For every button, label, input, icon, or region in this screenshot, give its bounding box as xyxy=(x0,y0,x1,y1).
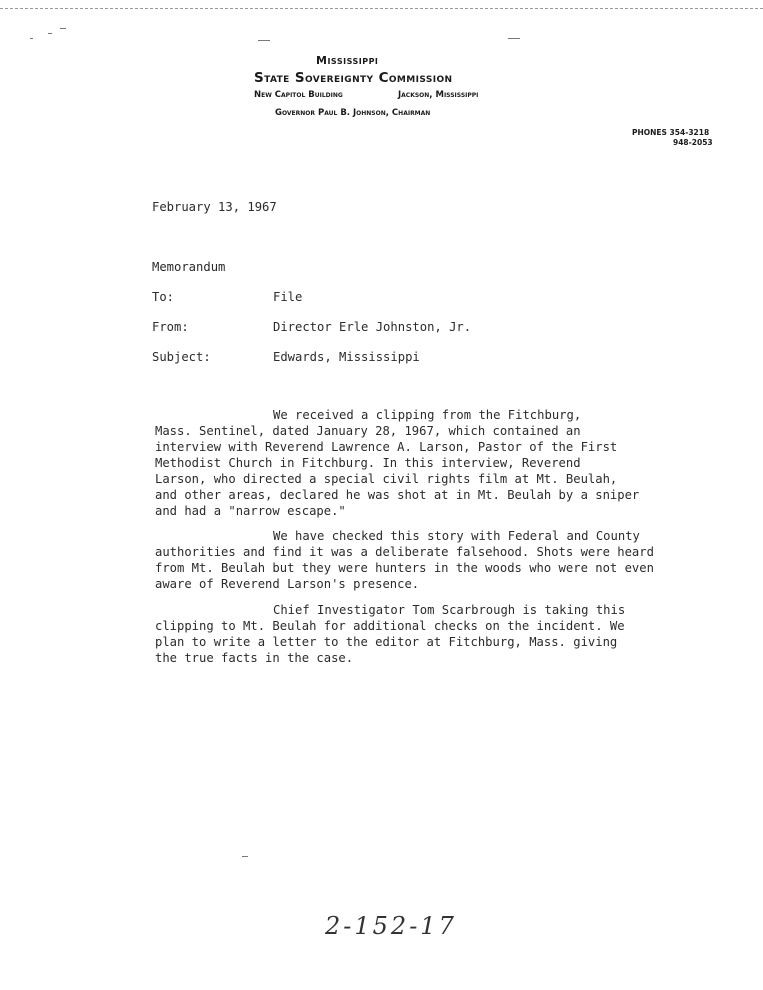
letterhead-phones-second: 948-2053 xyxy=(673,138,713,147)
scan-speck xyxy=(242,856,248,857)
letterhead-state: Mississippi xyxy=(316,54,379,67)
page-top-edge xyxy=(0,0,763,9)
to-label: To: xyxy=(152,290,175,304)
scan-speck xyxy=(30,38,33,39)
memo-date: February 13, 1967 xyxy=(152,200,277,214)
body-line: Chief Investigator Tom Scarbrough is taking this xyxy=(273,603,626,617)
subject-label: Subject: xyxy=(152,350,211,364)
body-line: from Mt. Beulah but they were hunters in the woods who were not even xyxy=(155,561,654,575)
body-line: aware of Reverend Larson's presence. xyxy=(155,577,420,591)
letterhead-phones: PHONES 354-3218 xyxy=(632,128,710,137)
handwritten-file-number: 2-152-17 xyxy=(325,912,457,940)
body-line: and other areas, declared he was shot at in Mt. Beulah by a sniper xyxy=(155,488,640,502)
body-line: Larson, who directed a special civil rights film at Mt. Beulah, xyxy=(155,472,618,486)
from-value: Director Erle Johnston, Jr. xyxy=(273,320,472,334)
body-line: plan to write a letter to the editor at Fitchburg, Mass. giving xyxy=(155,635,618,649)
from-label: From: xyxy=(152,320,189,334)
to-value: File xyxy=(273,290,303,304)
scan-speck xyxy=(508,38,520,39)
body-line: Methodist Church in Fitchburg. In this interview, Reverend xyxy=(155,456,581,470)
body-line: the true facts in the case. xyxy=(155,651,354,665)
scan-speck xyxy=(60,28,66,29)
body-line: We have checked this story with Federal and County xyxy=(273,529,640,543)
letterhead-building: New Capitol Building xyxy=(254,90,343,100)
letterhead-city: Jackson, Mississippi xyxy=(398,90,479,100)
subject-value: Edwards, Mississippi xyxy=(273,350,420,364)
letterhead-governor: Governor Paul B. Johnson, Chairman xyxy=(275,108,431,118)
body-line: interview with Reverend Lawrence A. Larson, Pastor of the First xyxy=(155,440,618,454)
scan-speck xyxy=(48,33,52,34)
scan-speck xyxy=(258,40,270,41)
body-line: Mass. Sentinel, dated January 28, 1967, which contained an xyxy=(155,424,581,438)
body-line: authorities and find it was a deliberate falsehood. Shots were heard xyxy=(155,545,654,559)
memo-type: Memorandum xyxy=(152,260,226,274)
body-line: clipping to Mt. Beulah for additional checks on the incident. We xyxy=(155,619,625,633)
body-line: We received a clipping from the Fitchburg, xyxy=(273,408,582,422)
letterhead-commission: State Sovereignty Commission xyxy=(254,70,453,86)
body-line: and had a "narrow escape." xyxy=(155,504,346,518)
